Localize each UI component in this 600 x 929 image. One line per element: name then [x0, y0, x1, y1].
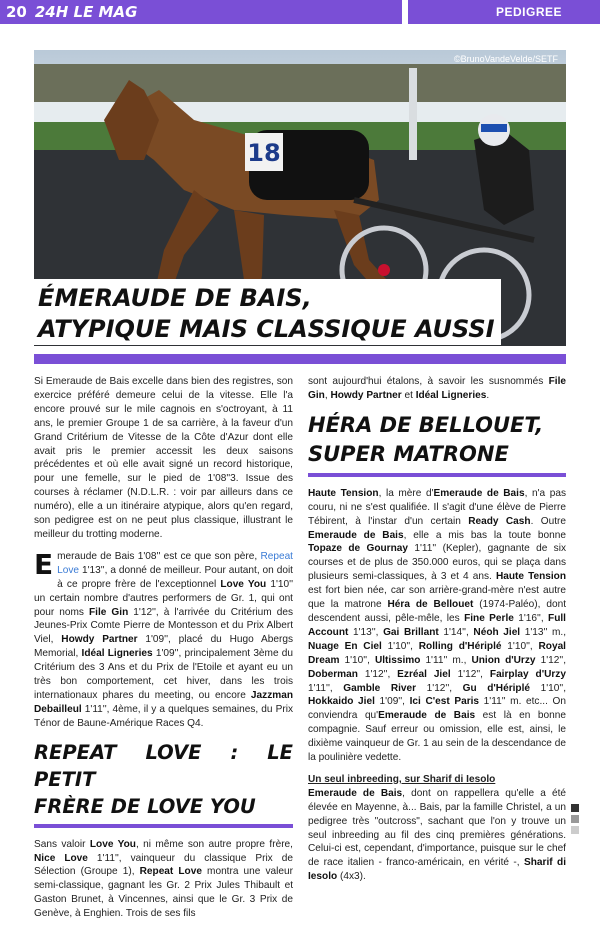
horse-name: Hokkaido Jiel — [308, 696, 375, 708]
horse-name: Repeat Love — [139, 866, 202, 878]
text-fragment: 1'12'', — [357, 668, 398, 680]
text-fragment: 1'11'', — [308, 682, 344, 694]
text-fragment: et — [401, 389, 416, 401]
paragraph-hera — [308, 487, 566, 765]
text-fragment: 1'11'', vainqueur du classique Prix de Sélection (Groupe 1), — [34, 852, 293, 878]
title-rule — [34, 354, 566, 364]
horse-name: Nuage En Ciel — [308, 640, 382, 652]
paragraph-2 — [34, 547, 294, 731]
text-fragment: 1'12'', — [450, 668, 490, 680]
text-fragment: 1'10'' un certain nombre d'autres performers de Gr. 1, qui ont pour noms — [34, 578, 293, 618]
text-fragment: meraude de Bais — [57, 550, 135, 562]
subhead-line-1: HÉRA DE BELLOUET, — [308, 412, 544, 437]
text-fragment: 1'12'', — [535, 654, 567, 666]
page-corner-marker — [571, 804, 579, 837]
text-fragment: , elle a mis bas la toute bonne — [403, 529, 566, 541]
title-line-1: ÉMERAUDE DE BAIS, — [38, 284, 312, 312]
text-fragment: , — [324, 389, 331, 401]
title-line-2: ATYPIQUE MAIS CLASSIQUE AUSSI — [38, 315, 495, 343]
subhead-line-2: FRÈRE DE LOVE YOU — [34, 794, 256, 818]
horse-name: Gu d'Hériplé — [462, 682, 531, 694]
text-fragment: 1'13'' m., — [520, 626, 567, 638]
inbreeding-heading: Un seul inbreeding, sur Sharif di Iesolo — [308, 773, 496, 785]
text-fragment: . — [486, 389, 490, 401]
text-fragment: 1'09'', — [374, 696, 410, 708]
horse-name: Royal Dream — [308, 640, 566, 666]
horse-name: Jazzman Debailleul — [34, 689, 293, 715]
page-header — [0, 0, 600, 24]
horse-name: Rolling d'Hériplé — [418, 640, 502, 652]
subhead-line-2: SUPER MATRONE — [308, 441, 509, 466]
horse-name: Néoh Jiel — [473, 626, 521, 638]
text-fragment: 1'11'' m. etc... On conviendra qu' — [308, 696, 566, 722]
horse-link-repeat-love[interactable]: Repeat Love — [57, 550, 293, 576]
text-fragment: Sans valoir — [34, 838, 90, 850]
paragraph-3 — [34, 838, 293, 921]
text-fragment: , n'a pas couru, ni ne s'est qualifiée. Il s'agit d'une élève de Pierre Tébirent, à l'instar d'un certain — [308, 487, 566, 527]
text-fragment: 1'09'', placé du Hugo Abergs Memorial, — [34, 634, 293, 660]
saddle-number: 18 — [247, 139, 281, 167]
header-left-band — [0, 0, 402, 24]
text-fragment: 1'10'', — [339, 654, 375, 666]
text-fragment: 1'10'', — [381, 640, 419, 652]
subhead-repeat-love — [34, 739, 293, 820]
text-fragment: , la mère d' — [378, 487, 434, 499]
text-fragment: sont aujourd'hui étalons, à savoir les susnommés — [308, 376, 549, 387]
horse-name: Haute Tension — [495, 571, 567, 583]
horse-name: Union d'Urzy — [471, 654, 536, 666]
horse-name: Howdy Partner — [61, 634, 138, 646]
paragraph-continued — [308, 375, 566, 403]
horse-name: File Gin — [308, 376, 566, 401]
column-right — [308, 375, 566, 892]
photo-credit: ©BrunoVandeVelde/SETF — [453, 54, 558, 64]
text-fragment: 1'12'', à l'arrivée du Critérium des Jeunes-Prix Comte Pierre de Montesson et du Prix Albert Viel, — [34, 606, 294, 646]
text-fragment: montra une valeur semi-classique, gagnant les Gr. 2 Prix Jules Thibault et Gaston Brunet, à Vincennes, ainsi que le Gr. 3 Prix de Genève, à Enghien. Trois de ses fils — [34, 866, 293, 920]
subhead-rule — [308, 473, 566, 477]
horse-name: Héra de Bellouet — [387, 599, 474, 611]
article-title — [34, 279, 501, 345]
header-right-band — [408, 0, 600, 24]
marker-square — [571, 804, 579, 812]
horse-name: Howdy Partner — [330, 389, 402, 401]
horse-name: Love You — [220, 578, 267, 590]
horse-name: Ici C'est Paris — [409, 696, 480, 708]
text-fragment: 1'09'', principalement 3ème du Critérium des 3 Ans et du Prix de l'Etoile et ayant eu un très bon comportement, cet hiver, dans les trois internationaux phares du meeting, ou encore — [34, 648, 294, 701]
horse-name: Topaze de Gournay — [308, 543, 409, 555]
page-number: 20 — [6, 3, 27, 21]
subhead-line-1: REPEAT LOVE : LE PETIT — [34, 740, 293, 791]
horse-name: Emeraude de Bais — [433, 487, 525, 499]
text-fragment: 1'11'' (Kepler), gagnante de six courses et de plus de 350.000 euros, qui se plaça dans plusieurs semi-classiques, à 3 et 4 ans. — [308, 543, 567, 583]
marker-square — [571, 826, 579, 834]
horse-name: Doberman — [308, 668, 358, 680]
column-left — [34, 375, 293, 929]
text-fragment: est fort bien née, car son arrière-grand-mère n'est autre que la matrone — [308, 585, 566, 611]
horse-name: Sharif di Iesolo — [308, 857, 566, 883]
paragraph-inbreeding — [308, 773, 566, 884]
text-fragment: 1'13'', a donné de meilleur. Pour autant, on doit à ce propre frère de l'exceptionnel — [57, 564, 293, 590]
text-fragment: 1'11'' m., — [420, 654, 472, 666]
section-name: PEDIGREE — [495, 5, 562, 19]
horse-name: Idéal Ligneries — [81, 648, 153, 660]
horse-name: Fine Perle — [464, 612, 514, 624]
horse-name: Ezréal Jiel — [397, 668, 451, 680]
horse-name: Full Account — [308, 612, 566, 638]
horse-name: Idéal Ligneries — [415, 389, 487, 401]
text-fragment: 1'10'', — [530, 682, 567, 694]
text-fragment: 1'13'', — [348, 626, 384, 638]
magazine-name: 24H LE MAG — [34, 3, 138, 21]
horse-name: Emeraude de Bais — [378, 710, 476, 722]
text-fragment: 1'10'', — [501, 640, 539, 652]
horse-name: Emeraude de Bais — [308, 529, 404, 541]
subhead-hera — [308, 411, 566, 469]
text-fragment: est là en bonne compagnie. Sauf erreur ou omission, elle est, ainsi, le dixième vainqueur de Gr. 1 au sein de la descendance de la poulinière vedette. — [308, 710, 566, 764]
horse-name: Haute Tension — [308, 487, 379, 499]
text-fragment: . Outre — [530, 515, 566, 527]
horse-name: Nice Love — [34, 852, 88, 864]
text-fragment: (4x3). — [337, 871, 366, 883]
text-fragment: , ni même son autre propre frère, — [135, 838, 293, 850]
intro-paragraph: Si Emeraude de Bais excelle dans bien des registres, son exercice préféré demeure celui de la vitesse. Elle l'a encore prouvé sur le mile cagnois en s'octroyant, à 11 ans, le premier Groupe 1 de sa carrière, à la faveur d'un Grand Critérium de Vitesse de la Côte d'Azur dont elle avait pris le premier accessit les deux saisons précédentes et où elle avait signé un record historique, pour une femelle, sur le pied de 1'08''3. Issue des courses à réclamer (N.D.L.R. : voir par ailleurs dans ce numéro), elle a un itinéraire atypique, alors qu'en regard, son pedigree est on ne peut plus classique, illustrant le meilleur du trotting moderne. — [34, 376, 293, 540]
horse-name: Gamble River — [343, 682, 417, 694]
text-fragment: 1'11'', 4ème, il y a quelques semaines, du Prix Ténor de Baune-Amérique Races Q4. — [34, 703, 293, 729]
text-fragment: 1'12'', — [416, 682, 463, 694]
subhead-rule — [34, 824, 293, 828]
horse-name: Ready Cash — [468, 515, 531, 527]
text-fragment: , dont on rappellera qu'elle a été élevée en Mayenne, à... Bais, par la famille Christel, a un pedigree très "outcross", sachant que l'on y trouve un seul inbreeding au fil des cinq premières générations. Celui-ci est, cependant, d'importance, puisque sur le chef de race italien - franco-américain, en vérité -, — [308, 787, 566, 869]
text-fragment: 1'08'' est ce que son père, — [134, 550, 261, 562]
horse-name: Ultissimo — [374, 654, 421, 666]
horse-name: Gai Brillant — [383, 626, 439, 638]
horse-name: Love You — [89, 838, 136, 850]
text-fragment: (1974-Paléo), dont descendent aussi, pêle-mêle, les — [308, 599, 566, 624]
text-fragment: 1'14'', — [438, 626, 474, 638]
horse-name: Emeraude de Bais — [308, 787, 403, 799]
text-fragment: 1'16'', — [513, 612, 549, 624]
horse-name: File Gin — [88, 606, 129, 618]
marker-square — [571, 815, 579, 823]
drop-cap: E — [34, 547, 54, 581]
horse-name: Fairplay d'Urzy — [489, 668, 566, 680]
